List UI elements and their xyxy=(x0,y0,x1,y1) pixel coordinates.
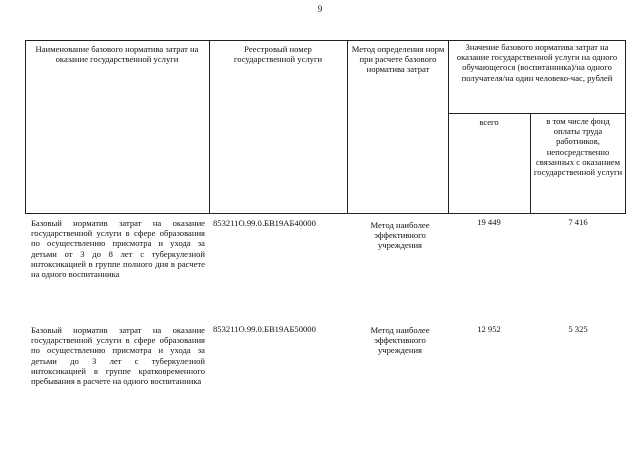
row-2-including: 5 325 xyxy=(568,324,588,334)
table-top-border xyxy=(25,40,626,41)
row-2-method: Метод наиболее эффективного учреждения xyxy=(370,325,430,356)
col-border-1 xyxy=(209,40,210,214)
normative-table xyxy=(25,40,626,420)
col-border-4 xyxy=(530,113,531,214)
row-1-method: Метод наиболее эффективного учреждения xyxy=(370,220,430,251)
header-value: Значение базового норматива затрат на оказание государственной услуги на одного обучающегося (воспитанника)/на одного получателя/на один человеко-час, рублей xyxy=(456,42,618,83)
value-subheader-border xyxy=(448,113,626,114)
row-1-name: Базовый норматив затрат на оказание государственной услуги в сфере образования по осуществлению присмотра и ухода за детьми от 3 до 8 лет с туберкулезной интоксикацией в группе полного дня в расчете на одного воспитанника xyxy=(31,218,205,280)
header-name: Наименование базового норматива затрат на оказание государственной услуги xyxy=(35,44,199,65)
col-border-left xyxy=(25,40,26,214)
col-border-2 xyxy=(347,40,348,214)
header-registry: Реестровый номер государственной услуги xyxy=(233,44,323,65)
row-2-registry: 853211О.99.0.БВ19АБ50000 xyxy=(213,324,316,334)
row-1-total: 19 449 xyxy=(477,217,501,227)
header-method: Метод определения норм при расчете базового норматива затрат xyxy=(351,44,445,75)
row-1-registry: 853211О.99.0.БВ19АБ40000 xyxy=(213,218,316,228)
page-number: 9 xyxy=(317,4,323,14)
header-total: всего xyxy=(479,117,499,127)
row-1-including: 7 416 xyxy=(568,217,588,227)
row-2-name: Базовый норматив затрат на оказание государственной услуги в сфере образования по осуществлению присмотра и ухода за детьми до 3 лет с туберкулезной интоксикацией в группе кратковременного пребывания в расчете на одного воспитанника xyxy=(31,325,205,387)
header-including: в том числе фонд оплаты труда работников, непосредственно связанных с оказанием государственной услуги xyxy=(533,116,623,178)
col-border-right xyxy=(625,40,626,214)
header-bottom-border xyxy=(25,213,626,214)
row-2-total: 12 952 xyxy=(477,324,501,334)
col-border-3 xyxy=(448,40,449,214)
